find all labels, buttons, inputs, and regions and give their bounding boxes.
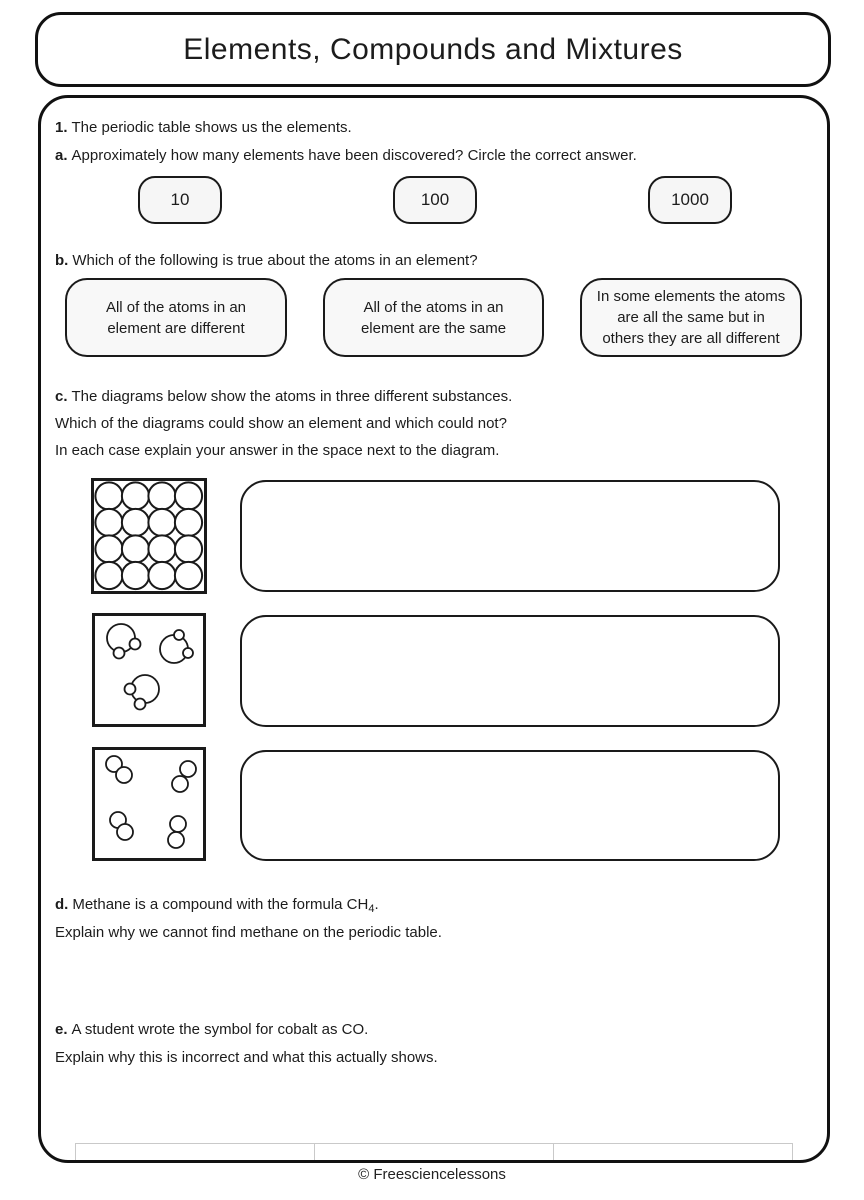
page-title: Elements, Compounds and Mixtures bbox=[183, 32, 683, 66]
copyright-footer: © Freesciencelessons bbox=[358, 1166, 506, 1183]
diagram-packed-identical-atoms bbox=[91, 478, 207, 594]
answer-option-100-label: 100 bbox=[420, 190, 450, 209]
question-1e-line2: Explain why this is incorrect and what this actually shows. bbox=[55, 1049, 438, 1066]
question-1e-letter: e. bbox=[55, 1021, 68, 1038]
question-1-number: 1. bbox=[55, 119, 68, 136]
answer-table-cell-2[interactable] bbox=[315, 1144, 554, 1163]
question-1e-line1: e. A student wrote the symbol for cobalt as CO. bbox=[55, 1021, 369, 1038]
statement-option-atoms-same[interactable] bbox=[323, 278, 544, 357]
answer-table-cell-1[interactable] bbox=[76, 1144, 315, 1163]
statement-option-some-same-some-different[interactable] bbox=[580, 278, 802, 357]
answer-table-cell-3[interactable] bbox=[554, 1144, 792, 1163]
molecules-large-small-icon bbox=[95, 616, 203, 724]
explanation-space-diagram-1[interactable] bbox=[240, 480, 780, 592]
answer-option-10[interactable] bbox=[138, 176, 222, 224]
statement-option-2-label: All of the atoms in an element are the same bbox=[360, 298, 507, 337]
diagram-diatomic-molecules bbox=[92, 747, 206, 861]
answer-option-100[interactable] bbox=[393, 176, 477, 224]
worksheet-body-box bbox=[38, 95, 830, 1163]
question-1c-line1: c. The diagrams below show the atoms in three different substances. bbox=[55, 388, 513, 405]
question-1c-line2: Which of the diagrams could show an element and which could not? bbox=[55, 415, 507, 432]
answer-option-10-label: 10 bbox=[170, 190, 190, 209]
question-1d-line2: Explain why we cannot find methane on the periodic table. bbox=[55, 924, 442, 941]
packed-atoms-grid-icon bbox=[94, 481, 204, 591]
question-1c-line3: In each case explain your answer in the space next to the diagram. bbox=[55, 442, 500, 459]
diatomic-molecules-icon bbox=[95, 750, 203, 858]
answer-option-1000-label: 1000 bbox=[671, 190, 709, 209]
formula-subscript: 4 bbox=[368, 903, 375, 915]
cut-off-answer-table bbox=[75, 1143, 793, 1163]
answer-option-1000[interactable] bbox=[648, 176, 732, 224]
worksheet-title-box bbox=[35, 12, 831, 87]
question-1c-letter: c. bbox=[55, 388, 68, 405]
question-1a-letter: a. bbox=[55, 147, 68, 164]
statement-option-3-label: In some elements the atoms are all the same but in others they are all different bbox=[596, 288, 786, 347]
question-1b-text: b. Which of the following is true about the atoms in an element? bbox=[55, 252, 478, 269]
question-1a-text: a. Approximately how many elements have been discovered? Circle the correct answer. bbox=[55, 147, 637, 164]
statement-option-atoms-different[interactable] bbox=[65, 278, 287, 357]
question-1b-letter: b. bbox=[55, 252, 69, 269]
question-1d-letter: d. bbox=[55, 896, 69, 913]
diagram-three-molecules bbox=[92, 613, 206, 727]
question-1-intro: 1. The periodic table shows us the elements. bbox=[55, 119, 352, 136]
question-1d-line1: d. Methane is a compound with the formula $CH_4$. bbox=[55, 896, 379, 915]
statement-option-1-label: All of the atoms in an element are different bbox=[105, 298, 247, 337]
explanation-space-diagram-3[interactable] bbox=[240, 750, 780, 861]
explanation-space-diagram-2[interactable] bbox=[240, 615, 780, 727]
